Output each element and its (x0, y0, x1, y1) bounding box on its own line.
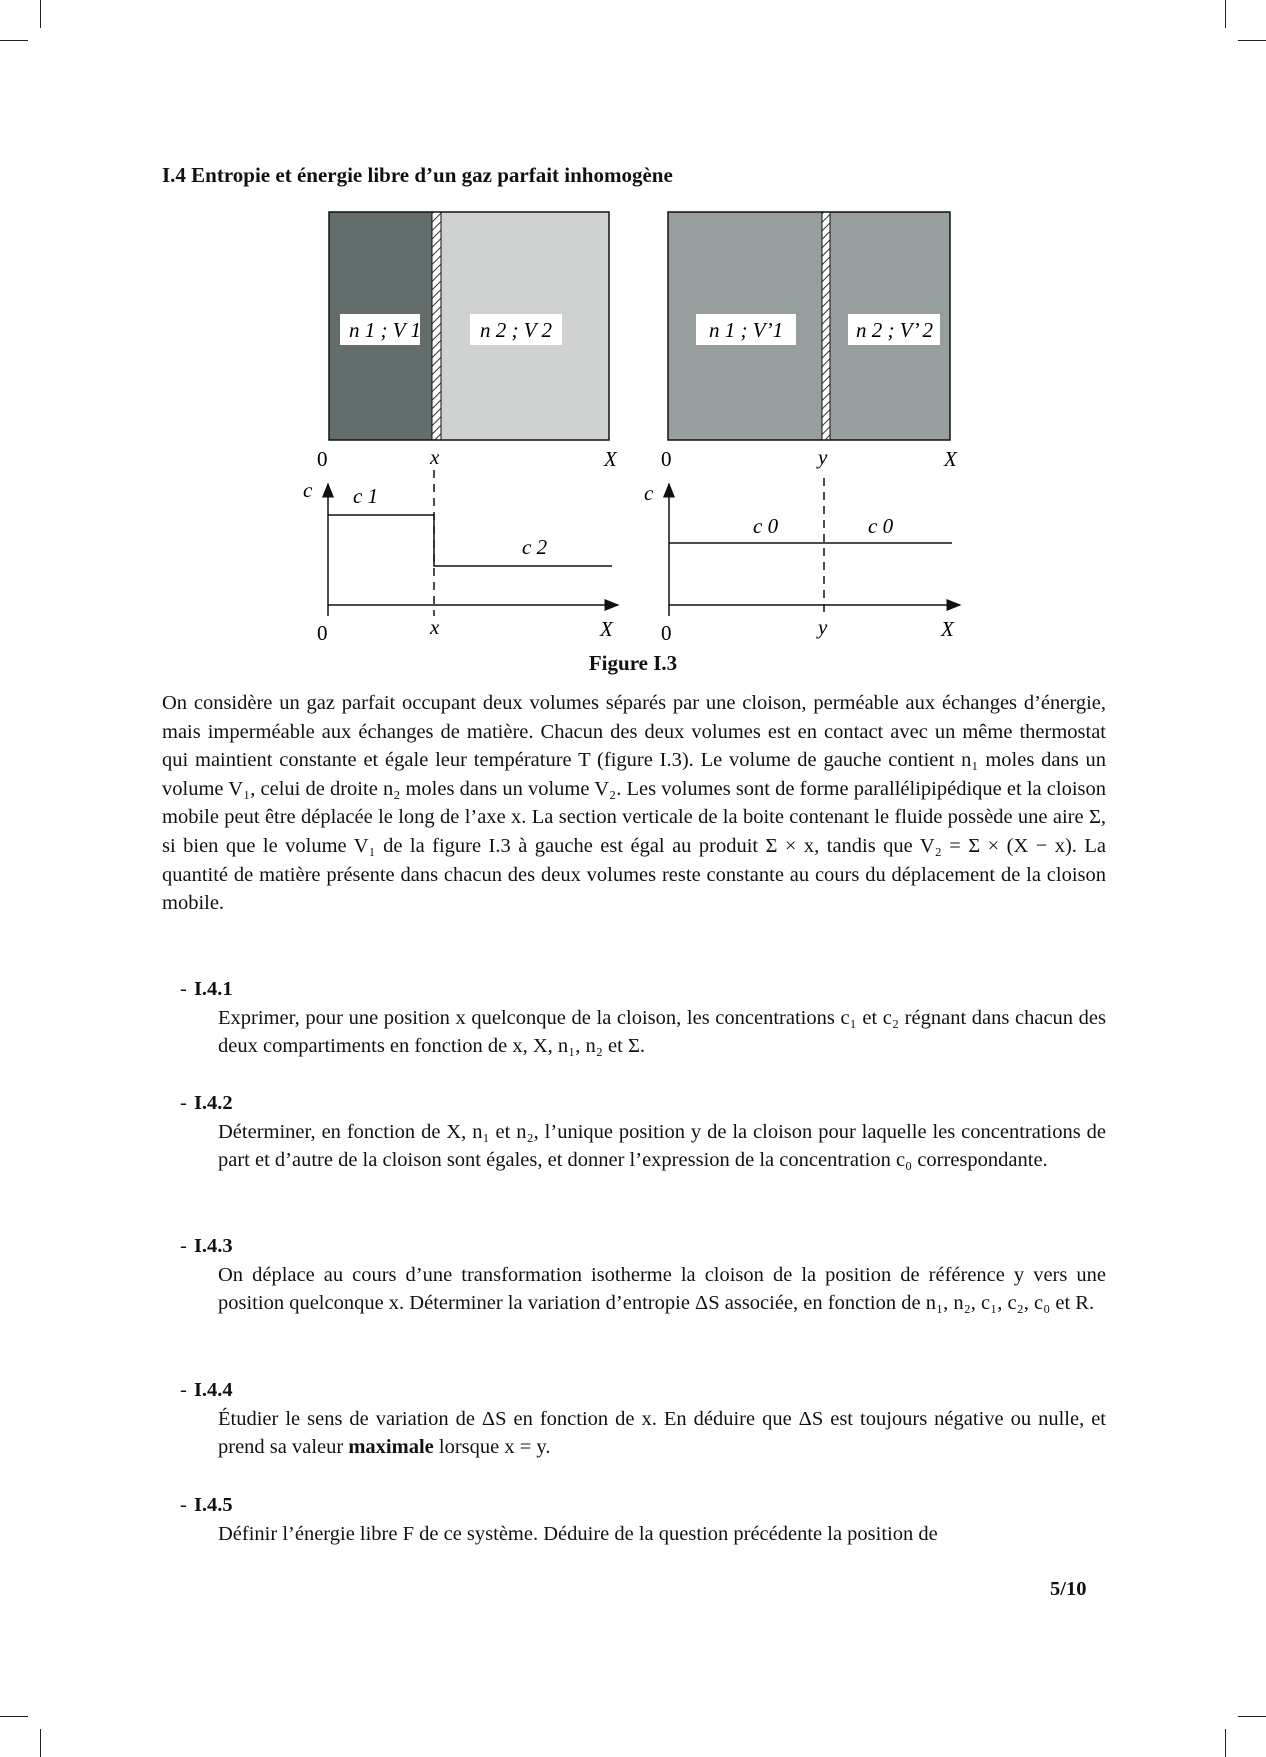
crop-mark (1238, 1716, 1266, 1717)
left-c2-label: c 2 (522, 535, 548, 559)
question-id: I.4.3 (193, 1235, 233, 1257)
left-box2-label: n 2 ; V 2 (480, 318, 552, 342)
question-text: Exprimer, pour une position x quelconque de la cloison, les concentrations c₁ et c₂ régnant dans chacun des deux compartiments en fonction de x, X, n₁, n₂ et Σ. (218, 1006, 1106, 1058)
question-marker: - (180, 1092, 187, 1114)
left-concentration-graph (303, 470, 618, 645)
right-bottom-axis-mid: y (818, 615, 828, 639)
crop-mark (1225, 1729, 1226, 1757)
figure-i3 (0, 0, 1266, 680)
left-top-axis-start: 0 (317, 447, 328, 471)
question-marker: - (180, 1379, 187, 1401)
crop-mark (40, 1729, 41, 1757)
right-top-axis-mid: y (818, 445, 828, 469)
right-y-label: c (644, 481, 654, 505)
right-bottom-axis-end: X (941, 617, 954, 641)
question-id: I.4.4 (193, 1379, 233, 1401)
question-id: I.4.2 (193, 1092, 233, 1114)
crop-mark (0, 1716, 28, 1717)
page-number: 5/10 (1050, 1578, 1087, 1600)
left-box1-label: n 1 ; V 1 (349, 318, 421, 342)
left-top-axis-mid: x (430, 445, 440, 469)
question-text: Définir l’énergie libre F de ce système. Déduire de la question précédente la position de (218, 1522, 938, 1545)
right-container (668, 212, 950, 440)
left-bottom-axis-end: X (600, 617, 613, 641)
question-text (218, 1405, 1106, 1462)
right-top-axis-end: X (944, 447, 957, 471)
question-marker: - (180, 978, 187, 1000)
left-bottom-axis-mid: x (430, 615, 440, 639)
question-text: On déplace au cours d’une transformation isotherme la cloison de la position de référence y vers une position quelconque x. Déterminer la variation d’entropie ΔS associée, en fonction de n₁, n₂, c₁, c₂, c₀ et R. (218, 1263, 1106, 1315)
question-text: Déterminer, en fonction de X, n₁ et n₂, l’unique position y de la cloison pour laquelle les concentrations de part et d’autre de la cloison sont égales, et donner l’expression de la concentration c₀ correspondante. (218, 1120, 1106, 1172)
left-concentration-step (328, 515, 612, 566)
question-marker: - (180, 1235, 187, 1257)
right-box2-label: n 2 ; V’ 2 (856, 318, 933, 342)
intro-paragraph: On considère un gaz parfait occupant deux volumes séparés par une cloison, perméable aux échanges d’énergie, mais imperméable aux échanges de matière. Chacun des deux volumes est en contact avec un même thermostat qui maintient constante et égale leur température T (figure I.3). Le volume de gauche contient n₁ moles dans un volume V₁, celui de droite n₂ moles dans un volume V₂. Les volumes sont de forme parallélipipédique et la cloison mobile peut être déplacée le long de l’axe x. La section verticale de la boite contenant le fluide possède une aire Σ, si bien que le volume V₁ de la figure I.3 à gauche est égal au produit Σ × x, tandis que V₂ = Σ × (X − x). La quantité de matière présente dans chacun des deux volumes reste constante au cours du déplacement de la cloison mobile. (162, 692, 1107, 915)
left-bottom-axis-start: 0 (317, 621, 328, 645)
question-id: I.4.1 (193, 978, 233, 1000)
figure-caption: Figure I.3 (588, 651, 678, 675)
left-container (329, 212, 609, 440)
left-y-label: c (303, 478, 313, 502)
right-bottom-axis-start: 0 (661, 621, 672, 645)
question-id: I.4.5 (193, 1494, 233, 1516)
left-top-axis-end: X (604, 447, 617, 471)
right-c0-left-label: c 0 (753, 514, 779, 538)
section-title: I.4 Entropie et énergie libre d’un gaz parfait inhomogène (162, 163, 673, 187)
right-box1-label: n 1 ; V’1 (709, 318, 784, 342)
question-text-emphasis: maximale (348, 1436, 434, 1459)
right-c0-right-label: c 0 (868, 514, 894, 538)
question-text-part: lorsque x = y. (433, 1436, 551, 1459)
question-text-part: Étudier le sens de variation de ΔS en fonction de x. En déduire que ΔS est toujours négative ou nulle, et prend sa valeur (218, 1407, 1106, 1459)
right-piston (822, 212, 830, 440)
question-marker: - (180, 1494, 187, 1516)
left-c1-label: c 1 (353, 484, 379, 508)
right-top-axis-start: 0 (661, 447, 672, 471)
left-piston (432, 212, 441, 440)
right-concentration-graph (644, 478, 960, 645)
